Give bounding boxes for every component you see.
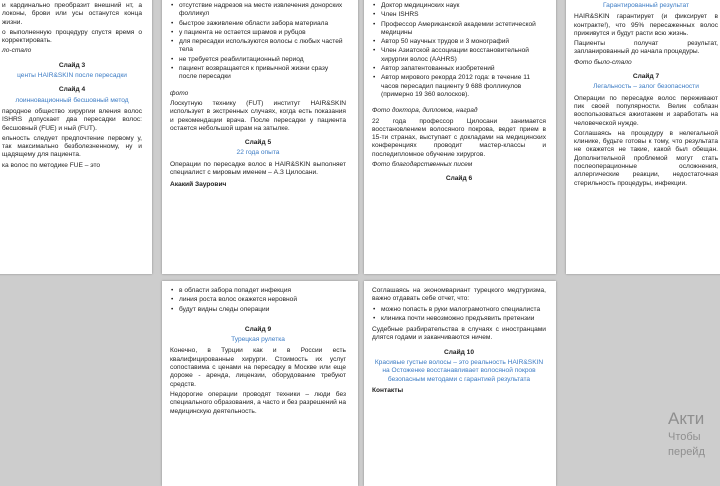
slide-subtitle-10: Красивые густые волосы – это реальность HAIR&SKIN на Остоженке восстанавливает волосяной покров безопасным методами с гарантией результата (374, 359, 544, 383)
list-item: • Доктор медицинских наук (372, 2, 546, 10)
paragraph: Пациенты получат результат, запланированный до начала процедуры. (574, 40, 718, 56)
list-item: • Автор 50 научных трудов и 3 монографий (372, 38, 546, 46)
slide-heading-10: Слайд 10 (443, 348, 475, 356)
slide-subtitle-3: центы HAIR&SKIN после пересадки (17, 72, 127, 80)
list-item: • для пересадки используются волосы с любых частей тела (170, 38, 346, 55)
slide-subtitle-9: Турецкая рулетка (231, 336, 285, 344)
slide-heading-4: Слайд 4 (58, 86, 86, 94)
paragraph: HAIR&SKIN гарантирует (и фиксирует в контракте!), что 95% пересаженных волос приживутся и будут расти всю жизнь. (574, 13, 718, 37)
list-item: • в области забора попадет инфекция (170, 287, 346, 295)
activation-watermark (668, 408, 705, 459)
paragraph: 22 года профессор Цилосани занимается восстановлением волосяного покрова, ведет прием в 15-ти странах, выступает с докладами на медицинских конференциях проводит мастер-классы и последипломное обучение хирургов. (372, 117, 546, 158)
doctor-name: Акакий Заурович (170, 181, 227, 189)
contacts-heading: Контакты (372, 386, 404, 394)
slide-heading-6: Слайд 6 (445, 175, 473, 183)
paragraph: и кардинально преобразит внешний нт, а локоны, брови или усы останутся конца жизни. (2, 2, 142, 26)
list-item: • Автор мирового рекорда 2012 года: в течение 11 часов пересадил пациенту 9 688 фолликулов (примерно 19 360 волосков). (372, 74, 546, 99)
bullet-list (372, 306, 546, 324)
photo-note: Фото доктора, дипломов, наград (372, 107, 478, 115)
photo-note: Фото было-стало (574, 58, 632, 66)
bullet-list (170, 287, 346, 314)
paragraph: ельность следует предпочтение первому у, так максимально безболезненному, ну и щадящему для пациента. (2, 134, 142, 159)
paragraph: Операции по пересадке волос переживают пик своей популярности. Велик соблазн воспользоваться ажиотажем и заработать на человеческой нужде. (574, 94, 718, 127)
list-item: • Автор запатентованных изобретений (372, 65, 546, 73)
section-subtitle: Гарантированный результат (602, 2, 690, 9)
slide-subtitle-7: Легальность – залог безопасности (593, 83, 699, 91)
list-item: • будут видны следы операции (170, 306, 346, 314)
list-item: • отсутствие надрезов на месте извлечения донорских фолликул (170, 2, 346, 19)
list-item: • можно попасть в руки малограмотного специалиста (372, 306, 546, 314)
watermark-line: Акти (668, 409, 705, 428)
paragraph: Судебные разбирательства в случаях с иностранцами длятся годами и заканчиваются ничем. (372, 326, 546, 342)
slide-heading-7: Слайд 7 (632, 73, 660, 81)
bullet-list (372, 2, 546, 99)
paragraph: о выполненную процедуру спустя время о корректировать. (2, 28, 142, 45)
list-item: • не требуется реабилитационный период (170, 56, 346, 64)
document-page-2 (162, 0, 358, 274)
list-item: • клиника почти невозможно предъявить претензии (372, 315, 546, 323)
list-item: • линия роста волос окажется неровной (170, 296, 346, 304)
paragraph: пародное общество хирургии вления волос ISHRS допускает два пересадки волос: бесшовный (FUE) и ный (FUT). (2, 107, 142, 132)
list-item: • у пациента не остается шрамов и рубцов (170, 29, 346, 37)
list-item: • быстрое заживление области забора материала (170, 20, 346, 28)
paragraph: Соглашаясь на процедуру в нелегальной клинике, будьте готовы к тому, что результата не окажется не такие, какой был обещан. Дополнительной проблемой могут стать послеоперационные осложнения, аллергические реакции, недостаточная стерильность процедуры, инфекции. (574, 129, 718, 187)
list-item: • пациент возвращается к привычной жизни сразу после пересадки (170, 65, 346, 82)
photo-note: фото (170, 89, 189, 97)
paragraph: Лоскутную технику (FUT) институт HAIR&SKIN использует в экстренных случаях, когда есть показания и рекомендации врача. После пересадки у пациента остается небольшой шрам на затылке. (170, 99, 346, 132)
paragraph: Соглашаясь на экономвариант турецкого медтуризма, важно отдавать себе отчет, что: (372, 287, 546, 303)
list-item: • Член ISHRS (372, 11, 546, 19)
document-page-3 (364, 0, 556, 274)
document-page-6 (364, 281, 556, 486)
watermark-line: перейд (668, 446, 705, 458)
slide-heading-9: Слайд 9 (244, 325, 272, 333)
document-page-5 (162, 281, 358, 486)
slide-heading-3: Слайд 3 (58, 61, 86, 69)
slide-subtitle-5: 22 года опыта (236, 149, 280, 157)
document-page-4 (566, 0, 720, 274)
bullet-list (170, 2, 346, 82)
slide-heading-5: Слайд 5 (244, 139, 272, 147)
paragraph: ка волос по методике FUE – это (2, 161, 101, 169)
paragraph: Недорогие операции проводят техники – люди без специального образования, а часто и без разрешений на медицинскую деятельность. (170, 390, 346, 415)
list-item: • Профессор Американской академии эстетической медицины (372, 21, 546, 38)
photo-note: Фото благодарственных писем (372, 161, 473, 169)
list-item: • Член Азиатской ассоциации восстановительной хирургии волос (AAHRS) (372, 47, 546, 64)
paragraph: Операции по пересадке волос в HAIR&SKIN выполняет специалист с мировым именем – А.З Цилосани. (170, 160, 346, 177)
document-page-1 (0, 0, 152, 274)
slide-subtitle-4: лоинновационный бесшовный метод (15, 96, 129, 104)
photo-note: ло-стало (2, 47, 32, 55)
paragraph: Конечно, в Турции как и в России есть квалифицированные хирурги. Стоимость их услуг сопоставима с ценами на пересадку в Москве или еще дороже - аренда, лицензии, оборудование требуют средств. (170, 347, 346, 388)
watermark-line: Чтобы (668, 431, 701, 443)
